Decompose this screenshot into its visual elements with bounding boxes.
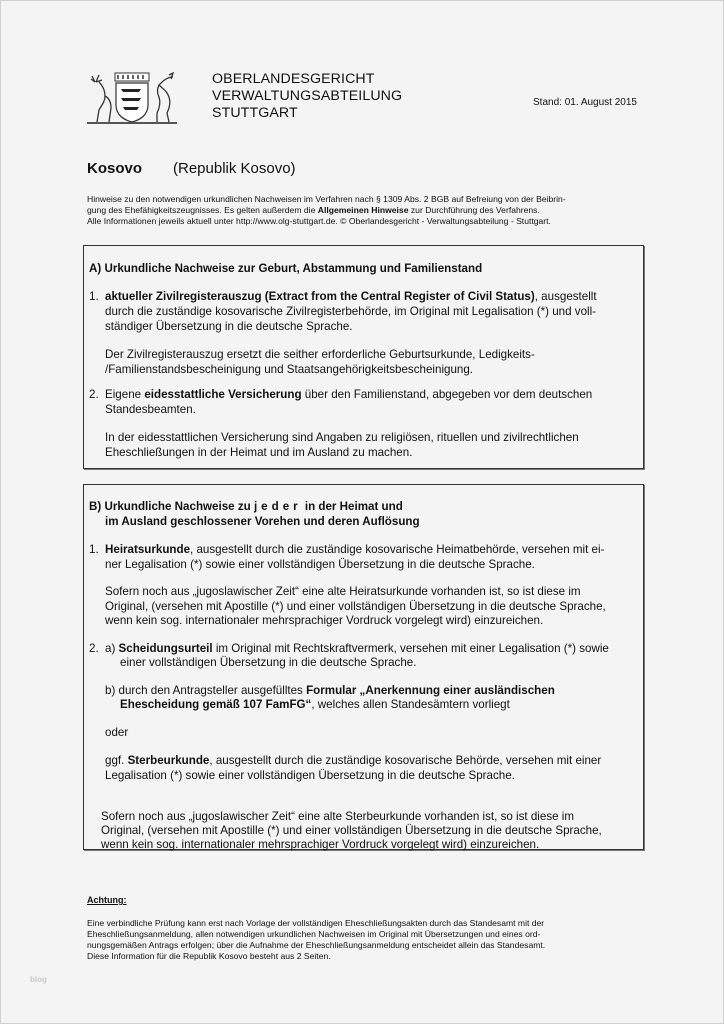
country-title: [87, 160, 296, 177]
document-name: Ehescheidung gemäß 107 FamFG“: [120, 698, 312, 711]
text: über den Familienstand, abgegeben vor dem deutschen: [301, 388, 593, 401]
text: , welches allen Standesämtern vorliegt: [311, 698, 510, 711]
item-note: Der Zivilregisterauszug ersetzt die seither erforderliche Geburtsurkunde, Ledigkeits-: [105, 348, 535, 361]
item-line: [105, 542, 604, 557]
text: a): [105, 642, 119, 655]
intro-line: Alle Informationen jeweils aktuell unter http://www.olg-stuttgart.de. © Oberlandesgericht - Verwaltungsabteilung - Stuttgart.: [87, 216, 551, 226]
text: gung des Ehefähigkeitszeugnisses. Es gelten außerdem die: [87, 205, 318, 215]
item-number: 1.: [89, 543, 99, 556]
item-note: Original, (versehen mit Apostille (*) und einer vollständigen Übersetzung in die deutsche Sprache,: [105, 600, 606, 613]
court-line: VERWALTUNGSABTEILUNG: [212, 88, 403, 104]
item-line: [105, 753, 601, 768]
allgemeine-hinweise-text: Allgemeinen Hinweise: [317, 205, 409, 215]
item-line: [105, 641, 609, 656]
text: B) Urkundliche Nachweise zu: [89, 500, 254, 513]
achtung-heading: Achtung:: [87, 895, 127, 905]
document-name: aktueller Zivilregisterauszug (Extract from the Central Register of Civil Status): [105, 290, 535, 303]
section-b-box: [83, 484, 644, 850]
intro-text: [87, 194, 647, 227]
section-a-heading: A) Urkundliche Nachweise zur Geburt, Abstammung und Familienstand: [89, 262, 483, 275]
item-note: Eheschließungen in der Heimat und im Ausland zu machen.: [105, 446, 413, 459]
document-name: eidesstattliche Versicherung: [144, 388, 302, 401]
intro-line: [87, 205, 647, 216]
item-line: Standesbeamten.: [105, 403, 196, 416]
section-b-heading: [89, 499, 403, 514]
item-number: 2.: [89, 388, 99, 401]
document-name: Sterbeurkunde: [127, 754, 210, 767]
document-name: Scheidungsurteil: [118, 642, 213, 655]
item-line: [105, 387, 592, 402]
text: , ausgestellt: [534, 290, 597, 303]
item-line: [105, 289, 597, 304]
document-name: Formular „Anerkennung einer ausländischen: [306, 684, 555, 697]
country-name: Kosovo: [87, 160, 143, 177]
footer-text: [87, 918, 647, 962]
item-note: In der eidesstattlichen Versicherung sind Angaben zu religiösen, rituellen und zivilrechtlichen: [105, 431, 579, 444]
coat-of-arms-icon: [85, 69, 179, 127]
oder-text: oder: [105, 726, 129, 739]
item-number: 1.: [89, 290, 99, 303]
item-note: /Familienstandsbescheinigung und Staatsangehörigkeitsbescheinigung.: [105, 363, 474, 376]
section-b-heading-line2: im Ausland geschlossener Vorehen und deren Auflösung: [105, 515, 420, 528]
footer-line: Eine verbindliche Prüfung kann erst nach Vorlage der vollständigen Eheschließungsakten durch das Standesamt mit der: [87, 918, 545, 928]
intro-line: Hinweise zu den notwendigen urkundlichen Nachweisen im Verfahren nach § 1309 Abs. 2 BGB auf Befreiung von der Beibrin-: [87, 194, 566, 204]
text: im Original mit Rechtskraftvermerk, versehen mit einer Legalisation (*) sowie: [212, 642, 609, 655]
text: , ausgestellt durch die zuständige kosovarische Heimatbehörde, versehen mit ei-: [190, 543, 605, 556]
emphasis-text: jeder: [253, 500, 302, 513]
footer-line: Diese Information für die Republik Kosovo besteht aus 2 Seiten.: [87, 951, 331, 961]
item-number: 2.: [89, 642, 99, 655]
watermark: blog: [30, 975, 47, 984]
item-line: einer vollständigen Übersetzung in die deutsche Sprache.: [120, 656, 417, 669]
court-line: OBERLANDESGERICHT: [212, 71, 375, 87]
item-note: wenn kein sog. internationaler mehrsprachiger Vordruck vorgelegt wird) einzureichen.: [101, 838, 540, 851]
stand-date: Stand: 01. August 2015: [533, 97, 637, 108]
court-line: STUTTGART: [212, 105, 298, 121]
text: b) durch den Antragsteller ausgefülltes: [105, 684, 307, 697]
text: ggf.: [105, 754, 128, 767]
item-line: [105, 683, 555, 698]
text: in der Heimat und: [301, 500, 403, 513]
text: , ausgestellt durch die zuständige kosovarische Behörde, versehen mit einer: [209, 754, 602, 767]
country-official-name: (Republik Kosovo): [173, 160, 296, 177]
item-line: Legalisation (*) sowie einer vollständigen Übersetzung in die deutsche Sprache.: [105, 769, 515, 782]
footer-line: nungsgemäßen Antrags erfolgen; über die Aufnahme der Eheschließungsanmeldung entscheidet allein das Standesamt.: [87, 940, 546, 950]
item-line: ner Legalisation (*) sowie einer vollständigen Übersetzung in die deutsche Sprache.: [105, 558, 535, 571]
item-line: durch die zuständige kosovarische Zivilregisterbehörde, im Original mit Legalisation (*) und voll-: [105, 305, 597, 318]
court-name: [212, 71, 402, 122]
item-note: wenn kein sog. internationaler mehrsprachiger Vordruck vorgelegt wird) einzureichen.: [105, 614, 544, 627]
text: Eigene: [105, 388, 145, 401]
item-note: Original, (versehen mit Apostille (*) und einer vollständigen Übersetzung in die deutsche Sprache,: [101, 824, 602, 837]
text: zur Durchführung des Verfahrens.: [408, 205, 540, 215]
item-line: [120, 697, 510, 712]
footer-line: Eheschließungsanmeldung, allen notwendigen urkundlichen Nachweisen im Original mit Übersetzungen und eines ord-: [87, 929, 541, 939]
item-note: Sofern noch aus „jugoslawischer Zeit“ eine alte Sterbeurkunde vorhanden ist, so ist diese im: [101, 810, 575, 823]
item-note: Sofern noch aus „jugoslawischer Zeit“ eine alte Heiratsurkunde vorhanden ist, so ist diese im: [105, 585, 581, 598]
item-line: ständiger Übersetzung in die deutsche Sprache.: [105, 320, 353, 333]
document-name: Heiratsurkunde: [105, 543, 191, 556]
section-a-box: [83, 245, 644, 469]
